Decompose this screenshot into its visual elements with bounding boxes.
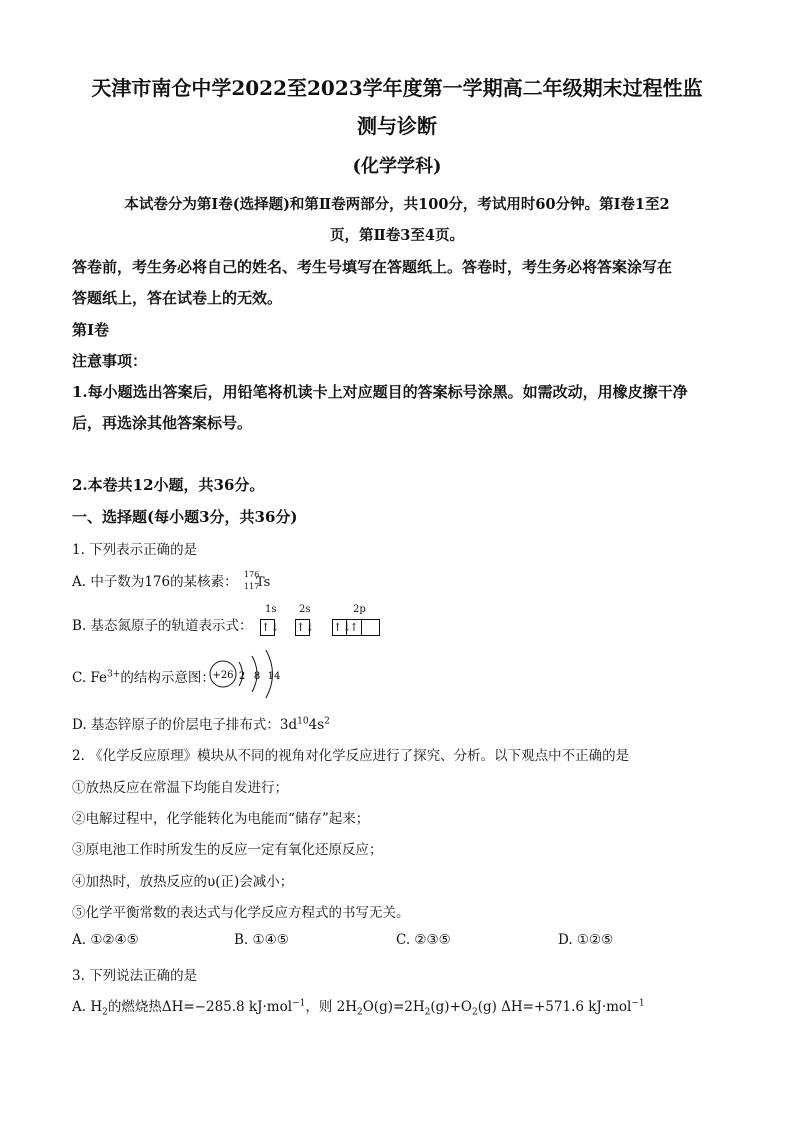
- section-heading: 一、选择题(每小题3分，共36分): [72, 508, 298, 526]
- q3-a-part3: ，则 2H: [305, 999, 357, 1015]
- exam-title-line2: 测与诊断: [357, 114, 437, 138]
- q2-option-c: C. ②③⑤: [396, 932, 451, 948]
- orbital-label-1s: 1s: [265, 604, 277, 615]
- orbital-box-2s: [295, 619, 315, 636]
- q3-a-sub2: 2: [357, 1007, 363, 1018]
- shell1-electrons: 2: [238, 671, 246, 682]
- q1-c-fe: C. Fe: [72, 670, 108, 686]
- orbital-box-1s: [260, 619, 280, 636]
- exam-intro-line1: 本试卷分为第Ⅰ卷(选择题)和第Ⅱ卷两部分，共100分，考试用时60分钟。第Ⅰ卷1至2: [124, 196, 670, 213]
- q2-statement-3: ③原电池工作时所发生的反应一定有氧化还原反应；: [72, 842, 383, 858]
- q1-option-c: [72, 666, 215, 686]
- nuclide-mass-number: 176: [243, 569, 260, 579]
- q3-a-part2: 的燃烧热ΔH=−285.8 kJ·mol: [107, 999, 293, 1015]
- q1-d-sup1: 10: [297, 716, 309, 727]
- q3-a-sub1: 2: [102, 1007, 108, 1018]
- orbital-2p-cell-1: ↑↓: [333, 621, 352, 634]
- q2-option-d: D. ①②⑤: [558, 932, 614, 948]
- q1-option-a: [72, 570, 276, 592]
- orbital-2p-cell-2: ↑: [347, 619, 362, 636]
- q2-option-a: A. ①②④⑤: [72, 932, 139, 948]
- nuclide-symbol: [242, 569, 276, 592]
- orbital-label-2s: 2s: [299, 604, 311, 615]
- q1-c-suffix: 的结构示意图：: [120, 670, 215, 686]
- orbital-2s-cell: ↑↓: [296, 621, 315, 634]
- q1-stem: 1. 下列表示正确的是: [72, 542, 198, 558]
- q3-a-part5: (g)+O: [430, 999, 472, 1015]
- q3-a-sub4: 2: [471, 1007, 478, 1018]
- orbital-1s-cell: ↑↓: [261, 621, 280, 634]
- part-one-label: 第Ⅰ卷: [72, 321, 110, 339]
- q3-a-sub3: 2: [424, 1007, 431, 1018]
- q2-option-b: B. ①④⑤: [234, 932, 289, 948]
- nuclide-atomic-number: 117: [243, 581, 260, 591]
- q2-statement-2: ②电解过程中，化学能转化为电能而“储存”起来；: [72, 811, 370, 827]
- q2-statement-1: ①放热反应在常温下均能自发进行；: [72, 780, 288, 796]
- nuclide-element: Ts: [255, 574, 271, 590]
- q3-a-part6: (g) ΔH=+571.6 kJ·mol: [477, 999, 632, 1015]
- q3-stem: 3. 下列说法正确的是: [72, 968, 198, 984]
- q3-option-a: [72, 995, 645, 1018]
- exam-subject: (化学学科): [352, 156, 442, 177]
- note1-line1: 1.每小题选出答案后，用铅笔将机读卡上对应题目的答案标号涂黑。如需改动，用橡皮擦干净: [72, 383, 688, 401]
- nucleus-charge: +26: [212, 670, 234, 681]
- q3-a-sup1: −1: [292, 998, 306, 1009]
- q1-option-d: [72, 713, 330, 733]
- note2: 2.本卷共12小题，共36分。: [72, 476, 265, 494]
- q2-statement-4: ④加热时，放热反应的υ(正)会减小；: [72, 874, 294, 890]
- orbital-2p-cell-3: [362, 619, 380, 636]
- q3-a-part4: O(g)=2H: [362, 999, 425, 1015]
- instructions-line2: 答题纸上，答在试卷上的无效。: [72, 289, 283, 307]
- exam-intro-line2: 页，第Ⅱ卷3至4页。: [330, 227, 464, 244]
- q3-a-part1: A. H: [72, 999, 103, 1015]
- q1-d-text: D. 基态锌原子的价层电子排布式：3d: [72, 717, 298, 733]
- shell3-electrons: 14: [267, 671, 281, 682]
- q1-c-charge: 3+: [107, 669, 121, 680]
- note1-line2: 后，再选涂其他答案标号。: [72, 414, 253, 432]
- q1-d-sup2: 2: [324, 716, 330, 727]
- orbital-label-2p: 2p: [353, 604, 366, 615]
- q2-statement-5: ⑤化学平衡常数的表达式与化学反应方程式的书写无关。: [72, 905, 410, 921]
- q1-option-b: B. 基态氮原子的轨道表示式：: [72, 618, 253, 634]
- q3-a-sup2: −1: [631, 998, 645, 1009]
- shell2-electrons: 8: [253, 671, 261, 682]
- instructions-line1: 答卷前，考生务必将自己的姓名、考生号填写在答题纸上。答卷时，考生务必将答案涂写在: [72, 258, 673, 276]
- notes-title: 注意事项：: [72, 352, 148, 370]
- q1-a-text: A. 中子数为176的某核素：: [72, 574, 238, 590]
- orbital-box-2p: [332, 619, 380, 636]
- exam-title-line1: 天津市南仓中学2022至2023学年度第一学期高二年级期末过程性监: [91, 76, 703, 100]
- q2-stem: 2. 《化学反应原理》模块从不同的视角对化学反应进行了探究、分析。以下观点中不正确的是: [72, 748, 630, 764]
- q1-d-mid: 4s: [308, 717, 325, 733]
- atomic-structure-diagram: [205, 650, 295, 700]
